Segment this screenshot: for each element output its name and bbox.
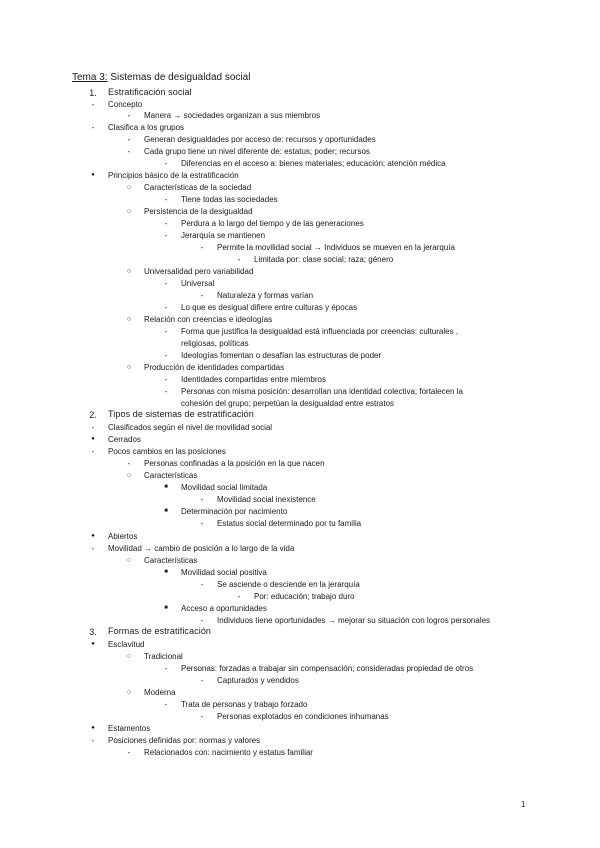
list-marker: ● [91, 533, 95, 539]
list-item-text: Movilidad social inexistence [217, 495, 316, 504]
list-marker: 1. [89, 88, 97, 98]
list-item-text: Ideologías fomentan o desafían las estructuras de poder [181, 351, 382, 360]
list-marker: - [237, 255, 241, 264]
list-item-text: Clasifica a los grupos [108, 123, 185, 132]
list-marker: ■ [164, 508, 168, 514]
list-item-text: Persistencia de la desigualdad [144, 207, 253, 216]
list-marker: ○ [126, 364, 132, 371]
list-marker: ● [91, 641, 95, 647]
list-marker: ○ [126, 557, 132, 564]
list-marker: - [164, 664, 168, 673]
list-item-text: Personas confinadas a la posición en la que nacen [144, 459, 325, 468]
list-marker: - [127, 459, 131, 468]
list-marker: - [200, 495, 204, 504]
list-item-text: Manera → sociedades organizan a sus miembros [144, 111, 321, 120]
list-item-text: Producción de identidades compartidas [144, 363, 285, 372]
list-item-text: Universalidad pero variabilidad [144, 267, 254, 276]
list-marker: - [200, 616, 204, 625]
list-item-text: Identidades compartidas entre miembros [181, 375, 326, 384]
list-marker: ● [91, 436, 95, 442]
list-marker: - [164, 327, 168, 336]
list-marker: - [200, 519, 204, 528]
list-item-text: Movilidad social limitada [181, 483, 268, 492]
list-item-text: Movilidad → cambio de posición a lo largo de la vida [108, 544, 295, 553]
list-item-text: Limitada por: clase social; raza; género [254, 255, 394, 264]
list-item-text: Posiciones definidas por: normas y valores [108, 736, 261, 745]
list-marker: - [91, 544, 95, 553]
list-marker: - [237, 592, 241, 601]
list-item-text: Naturaleza y formas varían [217, 291, 314, 300]
list-item-text: Cada grupo tiene un nivel diferente de: estatus; poder; recursos [144, 147, 370, 156]
list-marker: - [164, 700, 168, 709]
list-marker: - [164, 279, 168, 288]
list-item-text: Perdura a lo largo del tiempo y de las generaciones [181, 219, 364, 228]
list-item-text: Principios básico de la estratificación [108, 171, 239, 180]
list-marker: ○ [126, 184, 132, 191]
list-item-text: Lo que es desigual difiere entre culturas y épocas [181, 303, 358, 312]
list-item-text: Personas explotados en condiciones inhumanas [217, 712, 389, 721]
list-marker: - [164, 159, 168, 168]
list-marker: - [127, 135, 131, 144]
list-item-text: Individuos tiene oportunidades → mejorar su situación con logros personales [217, 616, 491, 625]
list-marker: ■ [164, 605, 168, 611]
list-item-text: Abiertos [108, 532, 138, 541]
list-item-text: Estatus social determinado por tu familia [217, 519, 362, 528]
list-marker: - [200, 580, 204, 589]
list-item-text: Generan desigualdades por acceso de: recursos y oportunidades [144, 135, 376, 144]
list-item-text: Jerarquía se mantienen [181, 231, 266, 240]
list-marker: - [127, 111, 131, 120]
list-marker: - [164, 303, 168, 312]
list-marker: - [200, 243, 204, 252]
list-item-text: Cerrados [108, 435, 141, 444]
list-item-text: Concepto [108, 100, 143, 109]
list-marker: ○ [126, 653, 132, 660]
list-marker: - [200, 676, 204, 685]
list-item-text: Formas de estratificación [108, 626, 212, 636]
title-label: Tema 3: [72, 72, 108, 83]
list-item-text: Diferencias en el acceso a: bienes materiales; educación; atención médica [181, 159, 446, 168]
list-item-text: Trata de personas y trabajo forzado [181, 700, 308, 709]
list-item-text: Se asciende o desciende en la jerarquía [217, 580, 360, 589]
list-marker: ● [91, 172, 95, 178]
list-item-text: Forma que justifica la desigualdad está influenciada por creencias: culturales , [181, 327, 459, 336]
list-marker: 2. [89, 410, 97, 420]
list-item-text: Relacionados con: nacimiento y estatus familiar [144, 748, 313, 757]
list-marker: - [164, 195, 168, 204]
list-marker: - [200, 291, 204, 300]
list-marker: ■ [164, 484, 168, 490]
list-item-text: Moderna [144, 688, 176, 697]
list-item-text: Capturados y vendidos [217, 676, 299, 685]
list-marker: - [91, 447, 95, 456]
list-marker: - [164, 219, 168, 228]
list-marker: - [127, 147, 131, 156]
list-marker: ■ [164, 569, 168, 575]
list-item-text: Tiene todas las sociedades [181, 195, 278, 204]
list-item-text: Características de la sociedad [144, 183, 252, 192]
list-item-text: Por: educación; trabajo duro [254, 592, 355, 601]
list-item-text: Clasificados según el nivel de movilidad social [108, 423, 273, 432]
list-marker: ○ [126, 689, 132, 696]
title-text: Sistemas de desigualdad social [107, 72, 251, 83]
list-item-text: Personas: forzadas a trabajar sin compensación; consideradas propiedad de otros [181, 664, 474, 673]
list-item-text: Permite la movilidad social → Individuos se mueven en la jerarquía [217, 243, 455, 252]
list-marker: - [164, 375, 168, 384]
list-marker: - [91, 123, 95, 132]
list-item-text: Tipos de sistemas de estratificación [108, 409, 254, 419]
list-marker: - [127, 748, 131, 757]
list-item-text: Características [144, 471, 198, 480]
list-marker: ○ [126, 472, 132, 479]
list-marker: ○ [126, 316, 132, 323]
list-marker: - [91, 736, 95, 745]
list-item-text: Personas con misma posición: desarrollan una identidad colectiva; fortalecen la [181, 387, 463, 396]
list-item-text: Relación con creencias e ideologías [144, 315, 273, 324]
list-item-text: Tradicional [144, 652, 183, 661]
list-marker: 3. [89, 627, 97, 637]
list-marker: - [200, 712, 204, 721]
list-item-text: cohesión del grupo; perpetúan la desigualdad entre estratos [181, 399, 395, 408]
list-item-text: Universal [181, 279, 215, 288]
list-item-text: Características [144, 556, 198, 565]
list-item-text: Acceso a oportunidades [181, 604, 267, 613]
page-number: 1 [521, 800, 526, 809]
list-item-text: Determinación por nacimiento [181, 507, 288, 516]
list-item-text: Estratificación social [108, 87, 192, 97]
list-marker: - [164, 351, 168, 360]
list-item-text: Movilidad social positiva [181, 568, 267, 577]
page-title [72, 71, 250, 84]
list-item-text: Estamentos [108, 724, 151, 733]
list-marker: ○ [126, 268, 132, 275]
list-marker: - [91, 423, 95, 432]
list-marker: - [164, 387, 168, 396]
list-marker: - [164, 231, 168, 240]
list-item-text: Pocos cambios en las posiciones [108, 447, 226, 456]
list-marker: ● [91, 725, 95, 731]
list-item-text: Esclavitud [108, 640, 145, 649]
list-item-text: religiosas, políticas [181, 339, 249, 348]
list-marker: ○ [126, 208, 132, 215]
list-marker: - [91, 100, 95, 109]
